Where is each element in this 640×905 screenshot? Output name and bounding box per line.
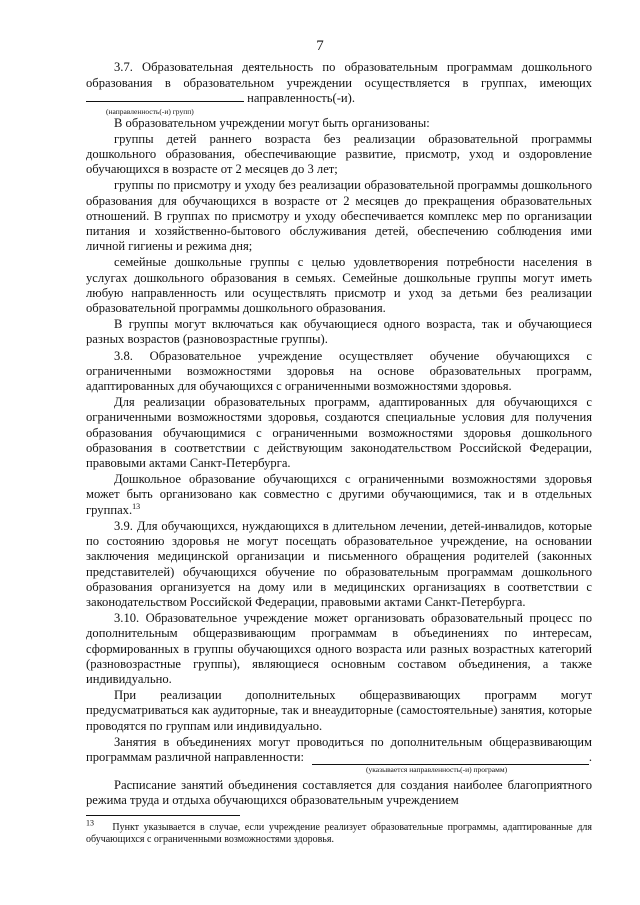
groups-care: группы по присмотру и уходу без реализации образовательной программы дошкольного образования для обучающихся в возрасте от 2 месяцев до прекращения образовательных отношений. В группах по присмотру и уходу обеспечивается комплекс мер по организации питания и хозяйственно-бытового обслуживания детей, обеспечению соблюдения ими личной гигиены и режима дня; xyxy=(86,178,592,254)
section-3-7-line3 xyxy=(86,91,592,106)
class-forms: При реализации дополнительных общеразвивающих программ могут предусматриваться как аудиторные, так и внеаудиторные (самостоятельные) занятия, которые проводятся по группам или индивидуально. xyxy=(86,688,592,733)
groups-family: семейные дошкольные группы с целью удовлетворения потребности населения в услугах дошкольного образования в семьях. Семейные дошкольные группы могут иметь любую направленность или осуществлять присмотр и уход за детьми без реализации образовательной программы дошкольного образования. xyxy=(86,255,592,316)
schedule-paragraph: Расписание занятий объединения составляется для создания наиболее благоприятного режима труда и отдыха обучающихся образовательным учреждением xyxy=(86,778,592,808)
document-body xyxy=(86,60,592,809)
footnote-mark: 13 xyxy=(86,818,94,828)
orientation-blank xyxy=(86,101,244,102)
groups-early-age: группы детей раннего возраста без реализации образовательной программы дошкольного образования, обеспечивающие развитие, присмотр, уход и оздоровление обучающихся в возрасте от 2 месяцев до 3 лет; xyxy=(86,131,592,177)
section-3-9: 3.9. Для обучающихся, нуждающихся в длительном лечении, детей-инвалидов, которые по состоянию здоровья не могут посещать образовательное учреждение, на основании заключения медицинской организации и письменного обращения родителей (законных представителей) обучающихся обучение по образовательным программам дошкольного образования организуется на дому или в медицинских организациях в соответствии с законодательством Российской Федерации, правовыми актами Санкт-Петербурга. xyxy=(86,518,592,609)
footnote-text: Пункт указывается в случае, если учреждение реализует образовательные программы, адаптированные для обучающихся с ограниченными возможностями здоровья. xyxy=(86,822,592,845)
classes-line1: Занятия в объединениях могут проводиться по дополнительным общеразвивающим xyxy=(114,734,592,749)
footnote-divider xyxy=(86,815,240,816)
joint-education xyxy=(86,472,592,518)
section-3-8: 3.8. Образовательное учреждение осуществляет обучение обучающихся с ограниченными возможностями здоровья на основе образовательных программ, адаптированных для обучающихся с ограниченными возможностями здоровья. xyxy=(86,348,592,394)
footnote-ref: 13 xyxy=(132,501,141,511)
classes-line2 xyxy=(86,750,592,765)
groups-ages: В группы могут включаться как обучающиеся одного возраста, так и обучающиеся разных возрастов (разновозрастные группы). xyxy=(86,317,592,347)
page-number: 7 xyxy=(316,38,324,54)
classes-line2-text: программам различной направленности: xyxy=(86,749,304,764)
classes-line2-end: . xyxy=(588,749,592,764)
joint-education-text: Дошкольное образование обучающихся с ограниченными возможностями здоровья может быть организовано как совместно с другими обучающимися, так и в отдельных группах. xyxy=(86,472,592,517)
program-orientation-blank xyxy=(312,752,589,765)
special-conditions: Для реализации образовательных программ, адаптированных для обучающихся с ограниченными возможностями здоровья, создаются специальные условия для получения образования обучающимися с ограниченными возможностями здоровья дошкольного образования в соответствии с действующим законодательством Российской Федерации, правовыми актами Санкт-Петербурга. xyxy=(86,395,592,471)
orientation-suffix: направленность(-и). xyxy=(247,91,355,106)
orientation-hint: (направленность(-и) групп) xyxy=(106,106,194,116)
program-orientation-hint: (указывается направленность(-и) программ) xyxy=(366,765,508,775)
footnote xyxy=(86,818,592,846)
groups-intro: В образовательном учреждении могут быть организованы: xyxy=(114,115,430,130)
section-3-7-line2: образования в образовательном учреждении осуществляется в группах, имеющих xyxy=(86,76,592,91)
section-3-10: 3.10. Образовательное учреждение может организовать образовательный процесс по дополнительным общеразвивающим программам в объединениях по интересам, сформированных в группы обучающихся одного возраста или разных возрастных категорий (разновозрастные группы), являющиеся основным составом объединения, а также индивидуально. xyxy=(86,611,592,686)
section-3-7-line1: 3.7. Образовательная деятельность по образовательным программам дошкольного xyxy=(114,60,592,74)
